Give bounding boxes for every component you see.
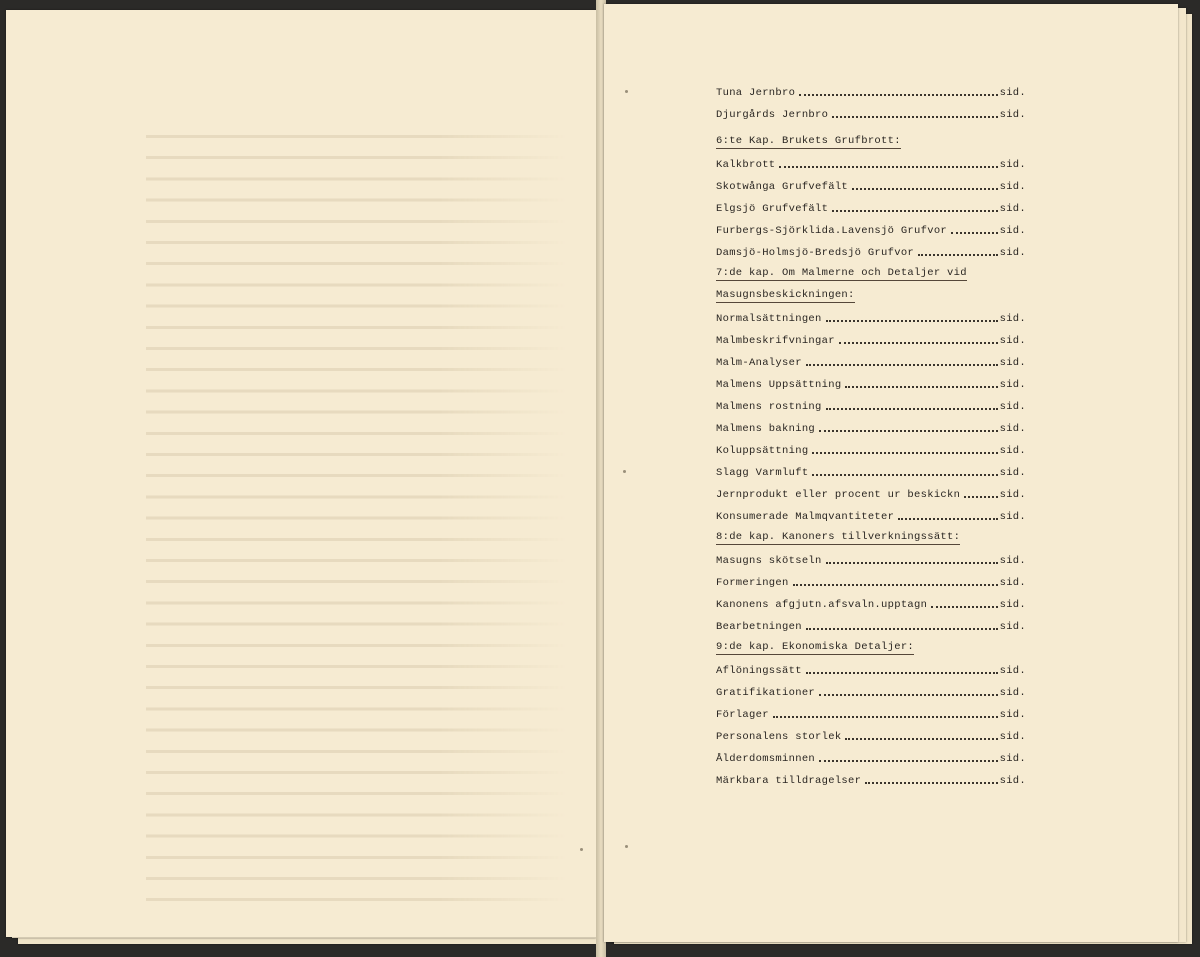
toc-chapter-heading-text: 7:de kap. Om Malmerne och Detaljer vid [716,267,967,279]
toc-entry-page: sid. [999,753,1026,765]
toc-leader-dots [799,94,997,96]
toc-leader-dots [964,496,997,498]
toc-leader-dots [779,166,997,168]
toc-entry-label: Damsjö-Holmsjö-Bredsjö Grufvor [716,247,915,259]
toc-leader-dots [839,342,998,344]
toc-leader-dots [865,782,997,784]
toc-leader-dots [826,408,998,410]
toc-entry-label: Malmens Uppsättning [716,379,842,391]
toc-entry-page: sid. [999,181,1026,193]
toc-entry-label: Malmens bakning [716,423,816,435]
toc-entry-page: sid. [999,335,1026,347]
toc-leader-dots [812,474,997,476]
toc-entry-label: Masugns skötseln [716,555,822,567]
toc-entry-page: sid. [999,577,1026,589]
toc-entry-label: Tuna Jernbro [716,87,796,99]
toc-entry [716,171,1026,193]
toc-entry-label: Malmbeskrifvningar [716,335,835,347]
binding-hole-middle [623,470,626,473]
toc-leader-dots [832,210,997,212]
toc-leader-dots [826,320,998,322]
toc-entry [716,215,1026,237]
toc-entry [716,457,1026,479]
toc-entry [716,391,1026,413]
toc-chapter-heading-text: 6:te Kap. Brukets Grufbrott: [716,135,901,147]
toc-entry-page: sid. [999,489,1026,501]
toc-entry-label: Kanonens afgjutn.afsvaln.upptagn [716,599,928,611]
toc-entry [716,193,1026,215]
toc-entry-label: Skotwånga Grufvefält [716,181,849,193]
toc-entry-label: Personalens storlek [716,731,842,743]
toc-entry [716,567,1026,589]
toc-chapter-heading [716,633,1026,655]
toc-entry-label: Konsumerade Malmqvantiteter [716,511,895,523]
toc-entry [716,545,1026,567]
toc-entry-page: sid. [999,159,1026,171]
toc-entry [716,303,1026,325]
toc-entry-page: sid. [999,225,1026,237]
toc-leader-dots [812,452,997,454]
toc-leader-dots [806,364,998,366]
toc-entry [716,413,1026,435]
toc-entry-label: Aflöningssätt [716,665,802,677]
toc-entry-page: sid. [999,621,1026,633]
toc-entry-page: sid. [999,401,1026,413]
binding-hole-top [625,90,628,93]
toc-leader-dots [819,694,998,696]
table-of-contents [716,77,1026,787]
toc-entry-page: sid. [999,109,1026,121]
toc-entry-page: sid. [999,357,1026,369]
toc-leader-dots [931,606,997,608]
toc-entry-label: Furbergs-Sjörklida.Lavensjö Grufvor [716,225,948,237]
toc-entry [716,479,1026,501]
toc-entry [716,435,1026,457]
toc-entry [716,237,1026,259]
toc-entry-label: Märkbara tilldragelser [716,775,862,787]
toc-entry-label: Kalkbrott [716,159,776,171]
toc-entry-page: sid. [999,313,1026,325]
toc-entry [716,369,1026,391]
toc-entry-label: Elgsjö Grufvefält [716,203,829,215]
toc-entry-page: sid. [999,687,1026,699]
toc-entry-page: sid. [999,87,1026,99]
toc-entry-page: sid. [999,445,1026,457]
toc-entry-label: Ålderdomsminnen [716,753,816,765]
toc-entry-label: Malm-Analyser [716,357,802,369]
toc-entry [716,77,1026,99]
toc-entry-label: Normalsättningen [716,313,822,325]
toc-entry [716,655,1026,677]
toc-entry-label: Förlager [716,709,769,721]
toc-entry-label: Koluppsättning [716,445,809,457]
toc-leader-dots [918,254,998,256]
toc-entry [716,347,1026,369]
toc-leader-dots [819,430,998,432]
toc-leader-dots [832,116,997,118]
toc-entry [716,501,1026,523]
toc-chapter-heading [716,127,1026,149]
toc-entry [716,743,1026,765]
binding-hole-left [580,848,583,851]
toc-leader-dots [845,738,997,740]
toc-entry-page: sid. [999,423,1026,435]
toc-leader-dots [806,628,998,630]
toc-entry-page: sid. [999,775,1026,787]
toc-entry [716,325,1026,347]
toc-leader-dots [806,672,998,674]
toc-entry [716,721,1026,743]
toc-entry-page: sid. [999,379,1026,391]
toc-leader-dots [773,716,998,718]
toc-entry [716,589,1026,611]
toc-entry [716,699,1026,721]
toc-entry-page: sid. [999,555,1026,567]
toc-entry-page: sid. [999,247,1026,259]
toc-entry-page: sid. [999,665,1026,677]
toc-entry-label: Formeringen [716,577,789,589]
toc-entry-label: Jernprodukt eller procent ur beskickn [716,489,961,501]
toc-entry [716,677,1026,699]
toc-leader-dots [951,232,998,234]
toc-entry-label: Bearbetningen [716,621,802,633]
binding-hole-bottom [625,845,628,848]
toc-leader-dots [898,518,997,520]
toc-leader-dots [826,562,998,564]
toc-chapter-heading-text: 9:de kap. Ekonomiska Detaljer: [716,641,915,653]
toc-chapter-heading [716,523,1026,545]
toc-leader-dots [852,188,998,190]
toc-chapter-heading [716,259,1026,281]
toc-entry-page: sid. [999,203,1026,215]
toc-entry-page: sid. [999,709,1026,721]
toc-leader-dots [793,584,998,586]
toc-entry-label: Slagg Varmluft [716,467,809,479]
toc-chapter-heading-text: Masugnsbeskickningen: [716,289,855,301]
toc-entry [716,611,1026,633]
toc-leader-dots [845,386,997,388]
toc-entry-label: Malmens rostning [716,401,822,413]
toc-entry-page: sid. [999,511,1026,523]
toc-entry [716,765,1026,787]
toc-entry-label: Djurgårds Jernbro [716,109,829,121]
left-page [6,10,598,937]
toc-entry [716,149,1026,171]
toc-entry-page: sid. [999,731,1026,743]
toc-entry [716,99,1026,121]
toc-entry-page: sid. [999,599,1026,611]
toc-chapter-heading-text: 8:de kap. Kanoners tillverkningssätt: [716,531,961,543]
toc-chapter-heading [716,281,1026,303]
left-page-bleed-through-text [146,80,566,860]
toc-entry-label: Gratifikationer [716,687,816,699]
toc-entry-page: sid. [999,467,1026,479]
toc-leader-dots [819,760,998,762]
